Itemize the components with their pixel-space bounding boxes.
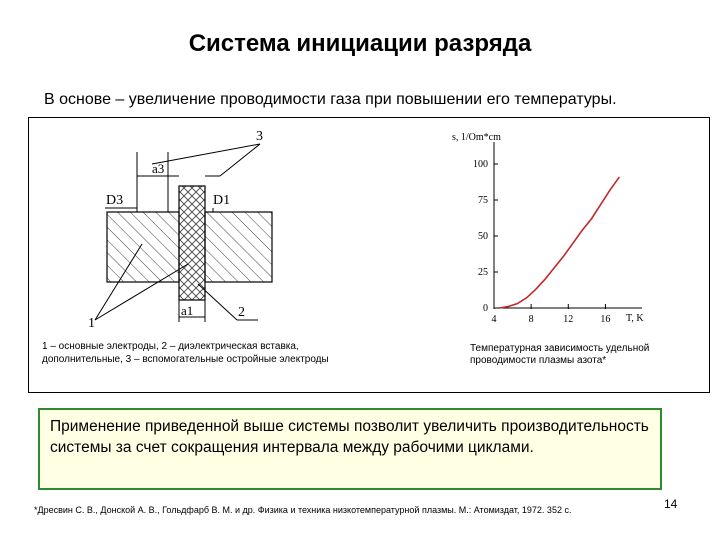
conductivity-curve (500, 177, 620, 308)
dielectric-insert (179, 186, 205, 300)
y-tick-label: 0 (483, 303, 488, 314)
y-tick-label: 75 (478, 195, 488, 206)
main-electrode-left (107, 212, 179, 282)
footnote: *Дресвин С. В., Донской А. В., Гольдфарб В. М. и др. Физика и техника низкотемпературной плазмы. М.: Атомиздат, 1972. 352 с. (34, 505, 572, 515)
x-tick-label: 16 (600, 314, 611, 325)
y-tick-label: 100 (473, 159, 488, 170)
label-3: 3 (256, 129, 263, 144)
label-a3: a3 (152, 161, 165, 176)
x-axis-label: T, K (626, 313, 644, 324)
electrode-diagram (80, 124, 300, 334)
label-d3: D3 (106, 193, 124, 208)
conductivity-chart (442, 128, 672, 338)
y-tick-label: 25 (478, 267, 488, 278)
page-title: Система инициации разряда (188, 30, 532, 57)
label-d1: D1 (213, 193, 231, 208)
main-electrode-right (205, 212, 272, 282)
label-a1: a1 (181, 303, 194, 318)
diagram-caption: 1 – основные электроды, 2 – диэлектрическая вставка, дополнительные, 3 – вспомогательные остройные электроды (42, 341, 329, 365)
intro-text: В основе – увеличение проводимости газа при повышении его температуры. (44, 91, 617, 108)
label-1: 1 (88, 316, 95, 331)
page-number: 14 (664, 497, 678, 511)
y-tick-label: 50 (478, 231, 488, 242)
y-axis-label: s, 1/Om*cm (452, 132, 501, 143)
conclusion-box: Применение приведенной выше системы позволит увеличить производительность системы за счет сокращения интервала между рабочими циклами. (38, 408, 662, 490)
x-tick-label: 12 (563, 314, 574, 325)
label-2: 2 (238, 305, 245, 320)
x-tick-label: 4 (491, 314, 497, 325)
graph-caption: Температурная зависимость удельной проводимости плазмы азота* (470, 343, 650, 366)
x-tick-label: 8 (528, 314, 534, 325)
